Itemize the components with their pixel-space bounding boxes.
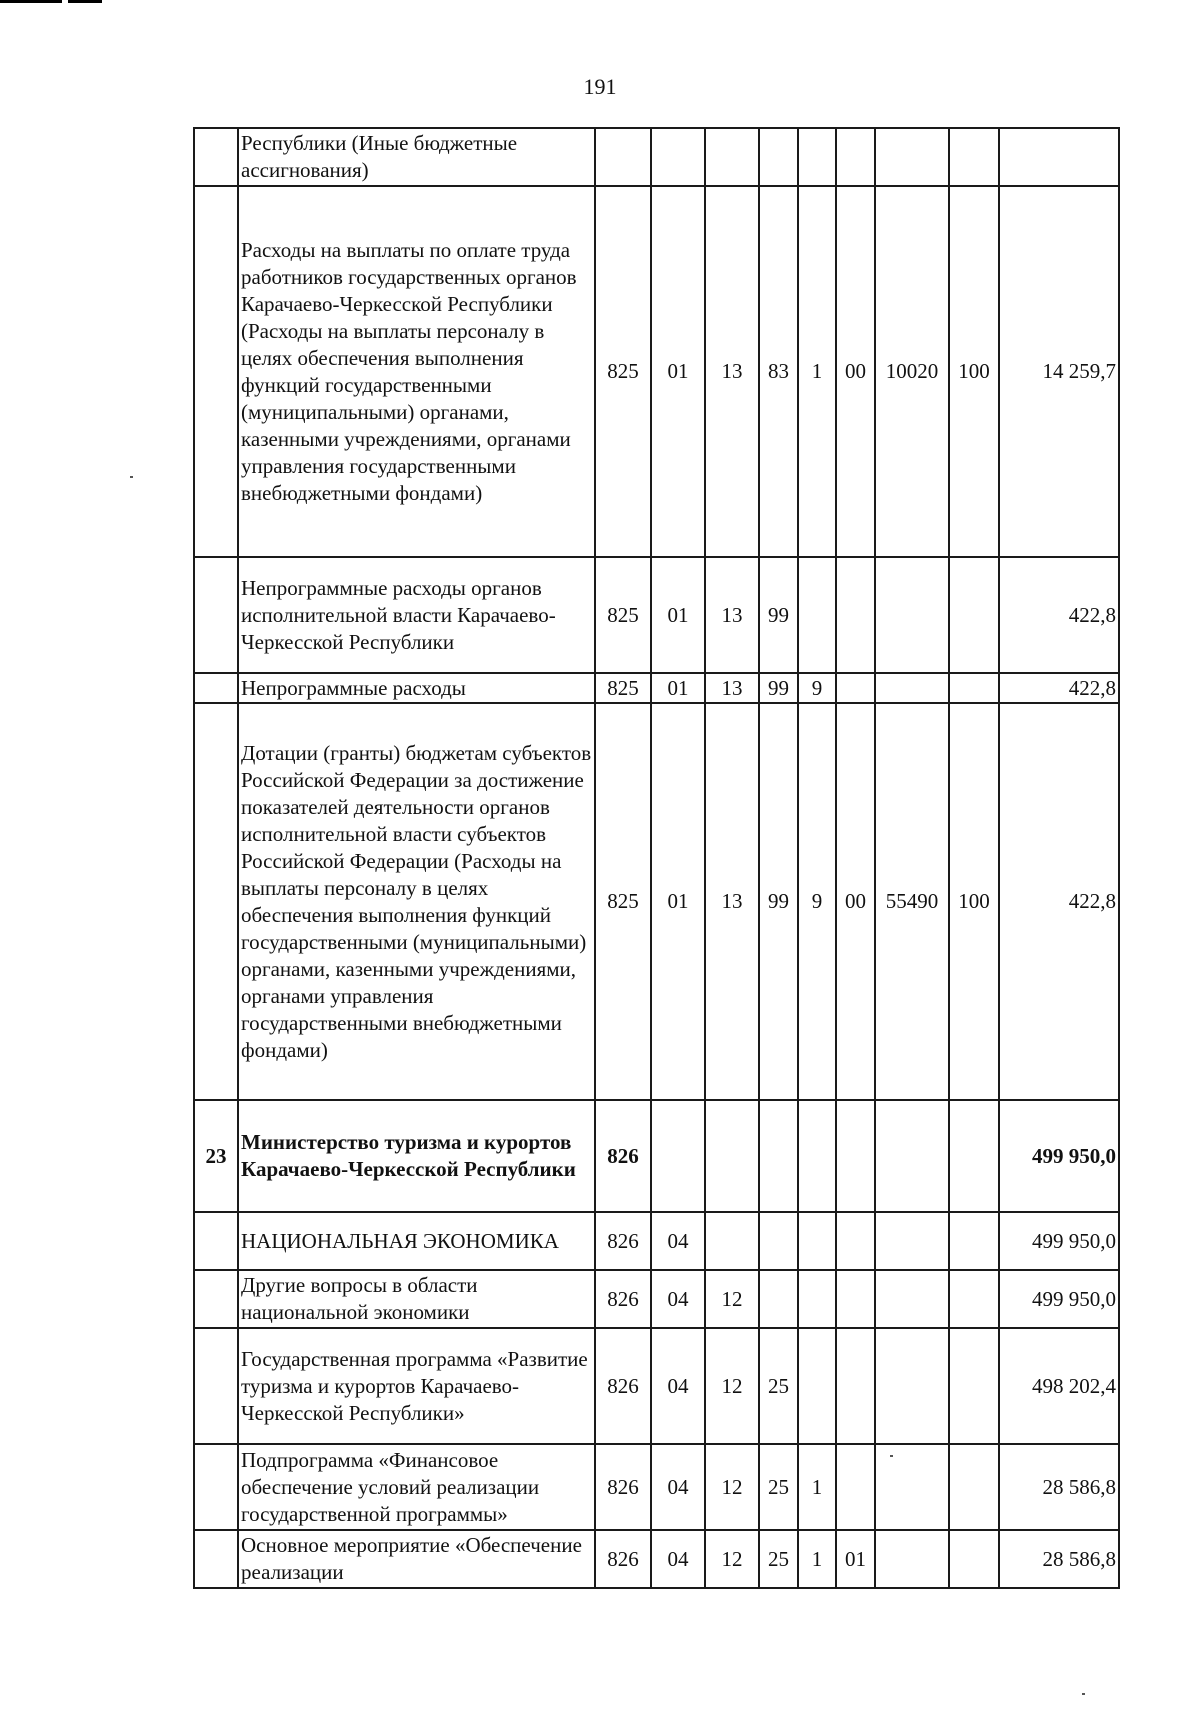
scan-edge-mark — [68, 0, 102, 3]
table-row — [194, 1530, 1119, 1588]
cell-code: 826 — [595, 1270, 651, 1328]
cell-subsection: 13 — [705, 557, 759, 673]
cell-program: 83 — [759, 186, 798, 557]
row-name: Республики (Иные бюджетные ассигнования) — [238, 128, 595, 186]
cell-expense-type: 100 — [949, 703, 999, 1100]
cell-direction — [875, 1530, 949, 1588]
row-index — [194, 186, 238, 557]
cell-event — [836, 557, 875, 673]
row-name: НАЦИОНАЛЬНАЯ ЭКОНОМИКА — [238, 1212, 595, 1270]
cell-subprogram: 9 — [798, 703, 836, 1100]
cell-section: 04 — [651, 1530, 705, 1588]
cell-section — [651, 128, 705, 186]
cell-amount: 422,8 — [999, 703, 1119, 1100]
page-number: 191 — [583, 74, 617, 99]
row-index: 23 — [194, 1100, 238, 1212]
cell-program: 25 — [759, 1530, 798, 1588]
cell-code: 826 — [595, 1100, 651, 1212]
cell-subprogram — [798, 1212, 836, 1270]
cell-section: 04 — [651, 1270, 705, 1328]
cell-subsection — [705, 1212, 759, 1270]
row-name: Непрограммные расходы органов исполнительной власти Карачаево-Черкесской Республики — [238, 557, 595, 673]
row-index — [194, 673, 238, 703]
cell-expense-type — [949, 1444, 999, 1530]
cell-subprogram — [798, 1328, 836, 1444]
cell-section: 04 — [651, 1328, 705, 1444]
row-index — [194, 1270, 238, 1328]
row-index — [194, 128, 238, 186]
cell-event: 00 — [836, 186, 875, 557]
row-name: Непрограммные расходы — [238, 673, 595, 703]
row-name: Другие вопросы в области национальной экономики — [238, 1270, 595, 1328]
cell-event — [836, 1328, 875, 1444]
cell-subsection: 12 — [705, 1328, 759, 1444]
row-index — [194, 557, 238, 673]
cell-expense-type — [949, 1530, 999, 1588]
cell-code: 826 — [595, 1212, 651, 1270]
cell-subprogram: 1 — [798, 186, 836, 557]
cell-direction — [875, 557, 949, 673]
table-row — [194, 1328, 1119, 1444]
cell-section: 04 — [651, 1444, 705, 1530]
row-name: Министерство туризма и курортов Карачаево-Черкесской Республики — [238, 1100, 595, 1212]
row-index — [194, 1328, 238, 1444]
cell-subsection: 13 — [705, 186, 759, 557]
cell-code: 826 — [595, 1328, 651, 1444]
cell-expense-type — [949, 1212, 999, 1270]
cell-event: 01 — [836, 1530, 875, 1588]
cell-direction: 10020 — [875, 186, 949, 557]
cell-direction — [875, 1212, 949, 1270]
scan-speck — [890, 1455, 893, 1457]
cell-event: 00 — [836, 703, 875, 1100]
row-name: Основное мероприятие «Обеспечение реализации — [238, 1530, 595, 1588]
cell-program: 99 — [759, 703, 798, 1100]
cell-code: 826 — [595, 1530, 651, 1588]
cell-section: 01 — [651, 557, 705, 673]
cell-subsection — [705, 128, 759, 186]
table-row — [194, 1212, 1119, 1270]
cell-amount: 28 586,8 — [999, 1530, 1119, 1588]
table-row — [194, 1100, 1119, 1212]
row-name: Государственная программа «Развитие туризма и курортов Карачаево-Черкесской Республики» — [238, 1328, 595, 1444]
row-index — [194, 1444, 238, 1530]
cell-direction — [875, 1328, 949, 1444]
row-name: Дотации (гранты) бюджетам субъектов Российской Федерации за достижение показателей деятельности органов исполнительной власти субъектов Российской Федерации (Расходы на выплаты персоналу в целях обеспечения выполнения функций государственными (муниципальными) органами, казенными учреждениями, органами управления государственными внебюджетными фондами) — [238, 703, 595, 1100]
cell-code: 825 — [595, 703, 651, 1100]
cell-direction — [875, 1444, 949, 1530]
cell-event — [836, 673, 875, 703]
cell-section: 01 — [651, 186, 705, 557]
table-row — [194, 186, 1119, 557]
cell-direction — [875, 1270, 949, 1328]
cell-direction — [875, 128, 949, 186]
table-row — [194, 557, 1119, 673]
cell-amount: 499 950,0 — [999, 1270, 1119, 1328]
cell-amount: 499 950,0 — [999, 1100, 1119, 1212]
row-name: Расходы на выплаты по оплате труда работников государственных органов Карачаево-Черкесской Республики (Расходы на выплаты персоналу в целях обеспечения выполнения функций государственными (муниципальными) органами, казенными учреждениями, органами управления государственными внебюджетными фондами) — [238, 186, 595, 557]
cell-program — [759, 1100, 798, 1212]
cell-amount: 422,8 — [999, 557, 1119, 673]
row-index — [194, 1530, 238, 1588]
cell-program: 25 — [759, 1328, 798, 1444]
cell-section: 01 — [651, 673, 705, 703]
cell-code: 825 — [595, 557, 651, 673]
row-index — [194, 1212, 238, 1270]
cell-amount: 28 586,8 — [999, 1444, 1119, 1530]
table-row — [194, 703, 1119, 1100]
cell-expense-type — [949, 1328, 999, 1444]
cell-code: 825 — [595, 673, 651, 703]
table-row — [194, 673, 1119, 703]
cell-section: 04 — [651, 1212, 705, 1270]
scan-speck — [130, 476, 133, 478]
cell-subprogram — [798, 128, 836, 186]
cell-subprogram: 1 — [798, 1444, 836, 1530]
cell-subsection: 12 — [705, 1270, 759, 1328]
row-name: Подпрограмма «Финансовое обеспечение условий реализации государственной программы» — [238, 1444, 595, 1530]
cell-subprogram — [798, 1270, 836, 1328]
cell-program — [759, 128, 798, 186]
cell-program: 99 — [759, 557, 798, 673]
cell-event — [836, 1212, 875, 1270]
cell-section — [651, 1100, 705, 1212]
cell-code: 825 — [595, 186, 651, 557]
cell-direction — [875, 1100, 949, 1212]
cell-program — [759, 1270, 798, 1328]
cell-subprogram — [798, 557, 836, 673]
cell-subsection: 12 — [705, 1530, 759, 1588]
cell-amount: 14 259,7 — [999, 186, 1119, 557]
cell-expense-type — [949, 1100, 999, 1212]
cell-expense-type — [949, 128, 999, 186]
cell-amount: 422,8 — [999, 673, 1119, 703]
scan-edge-mark — [0, 0, 62, 3]
cell-subprogram: 9 — [798, 673, 836, 703]
cell-direction: 55490 — [875, 703, 949, 1100]
cell-subsection: 12 — [705, 1444, 759, 1530]
cell-event — [836, 1270, 875, 1328]
table-row — [194, 128, 1119, 186]
cell-expense-type — [949, 1270, 999, 1328]
cell-event — [836, 128, 875, 186]
cell-expense-type — [949, 673, 999, 703]
cell-subsection: 13 — [705, 673, 759, 703]
cell-amount: 498 202,4 — [999, 1328, 1119, 1444]
cell-amount: 499 950,0 — [999, 1212, 1119, 1270]
table-row — [194, 1444, 1119, 1530]
cell-code: 826 — [595, 1444, 651, 1530]
scan-speck — [1082, 1693, 1085, 1695]
cell-subprogram: 1 — [798, 1530, 836, 1588]
cell-subprogram — [798, 1100, 836, 1212]
cell-program: 25 — [759, 1444, 798, 1530]
cell-amount — [999, 128, 1119, 186]
budget-table — [193, 127, 1120, 1589]
cell-expense-type — [949, 557, 999, 673]
cell-program — [759, 1212, 798, 1270]
cell-direction — [875, 673, 949, 703]
cell-expense-type: 100 — [949, 186, 999, 557]
cell-event — [836, 1100, 875, 1212]
table-row — [194, 1270, 1119, 1328]
cell-program: 99 — [759, 673, 798, 703]
cell-section: 01 — [651, 703, 705, 1100]
cell-event — [836, 1444, 875, 1530]
row-index — [194, 703, 238, 1100]
cell-code — [595, 128, 651, 186]
cell-subsection — [705, 1100, 759, 1212]
cell-subsection: 13 — [705, 703, 759, 1100]
